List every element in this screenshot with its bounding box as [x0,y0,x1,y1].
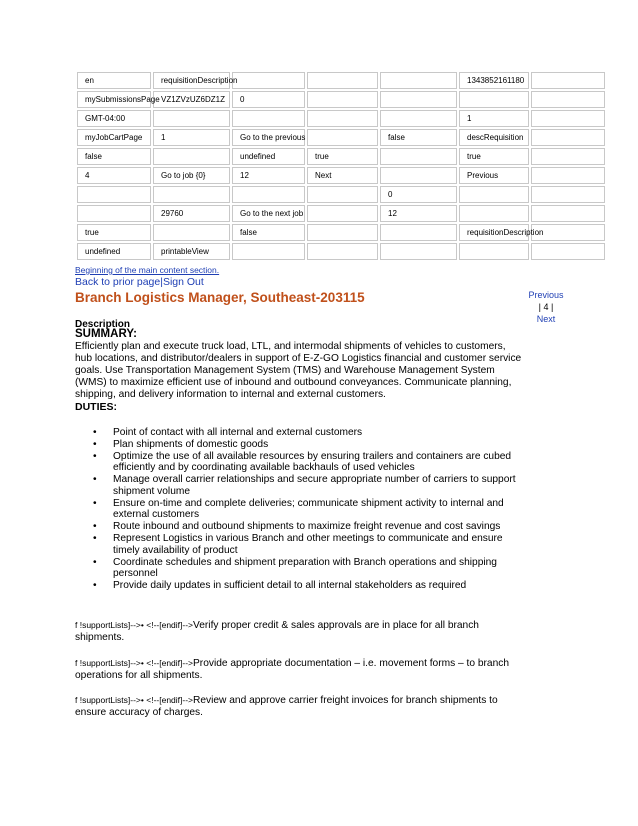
responsibility-paragraph [75,694,530,720]
table-cell [232,243,305,260]
table-cell [459,205,529,222]
current-page-indicator: | 4 | [538,302,554,312]
job-pager [525,289,567,325]
table-cell: 29760 [153,205,230,222]
table-cell: true [77,224,151,241]
table-cell: descRequisition [459,129,529,146]
table-row [77,110,605,127]
table-cell [153,224,230,241]
table-cell [380,243,457,260]
duties-heading: DUTIES: [75,401,117,413]
table-cell [531,91,605,108]
table-cell: en [77,72,151,89]
table-cell: requisitionDescription [153,72,230,89]
duty-item: • Optimize the use of all available resources by ensuring trailers and containers are cubed efficiently and by coordinating available backhauls of used vehicles [113,451,528,474]
summary-heading: SUMMARY: [75,328,137,340]
duty-item: • Represent Logistics in various Branch and other meetings to communicate and ensure timely availability of product [113,533,528,556]
responsibility-paragraph [75,619,530,645]
table-cell [307,243,378,260]
table-row [77,148,605,165]
table-cell: 1 [153,129,230,146]
table-row [77,186,605,203]
table-cell: 4 [77,167,151,184]
table-cell [459,91,529,108]
table-cell: 1 [459,110,529,127]
table-cell [459,186,529,203]
table-cell [307,91,378,108]
table-cell [153,186,230,203]
table-cell [307,110,378,127]
back-to-prior-page-link[interactable]: Back to prior page [75,276,161,288]
summary-text: Efficiently plan and execute truck load, LTL, and intermodal shipments of vehicles to customers, hub locations, and distributor/dealers in support of E-Z-GO Logistics financial and customer service goals. Use Transportation Management System (TMS) and Warehouse Management System (WMS) to maximize efficient use of inbound and outbound conveyances. Communicate planning, shipping, and delivery information to internal and external customers. [75,341,522,401]
table-cell [380,91,457,108]
table-row [77,129,605,146]
table-cell: 1343852161180 [459,72,529,89]
table-cell: mySubmissionsPage [77,91,151,108]
skip-to-content-link[interactable]: Beginning of the main content section. [75,265,220,275]
table-cell [380,148,457,165]
table-cell: false [232,224,305,241]
duty-item: • Ensure on-time and complete deliveries; communicate shipment activity to internal and external customers [113,498,528,521]
previous-job-link[interactable]: Previous [528,290,564,300]
table-cell [307,129,378,146]
table-cell: printableView [153,243,230,260]
link-separator: | [160,276,163,288]
description-label: Description [75,319,131,330]
table-row [77,167,605,184]
table-row [77,243,605,260]
table-cell: Previous [459,167,529,184]
table-cell [307,186,378,203]
table-cell [531,167,605,184]
table-row [77,91,605,108]
table-row [77,72,605,89]
table-cell: 12 [380,205,457,222]
duty-item: • Coordinate schedules and shipment preparation with Branch operations and shipping personnel [113,557,528,580]
sign-out-link[interactable]: Sign Out [162,276,204,288]
job-title: Branch Logistics Manager, Southeast-203115 [75,290,365,305]
conditional-comment-prefix: f !supportLists]-->• <!--[endif]--> [75,620,194,630]
table-cell [307,72,378,89]
table-cell: undefined [232,148,305,165]
table-cell: 0 [380,186,457,203]
table-cell: Go to the previous [232,129,305,146]
table-cell [531,129,605,146]
table-cell: VZ1ZVzUZ6DZ1Z [153,91,230,108]
table-cell [531,243,605,260]
duty-item: • Plan shipments of domestic goods [113,439,528,450]
table-cell [531,72,605,89]
table-cell: 12 [232,167,305,184]
table-cell [380,224,457,241]
table-cell [232,72,305,89]
table-cell: Go to the next job [232,205,305,222]
responsibility-text: Provide appropriate documentation – i.e. movement forms – to branch operations for all shipments. [75,658,509,682]
duty-item: • Point of contact with all internal and external customers [113,427,528,438]
table-row [77,205,605,222]
table-cell: requisitionDescription [459,224,529,241]
table-cell [380,167,457,184]
responsibility-text: Verify proper credit & sales approvals are in place for all branch shipments. [75,620,479,644]
table-cell: true [459,148,529,165]
table-cell: GMT-04:00 [77,110,151,127]
table-cell: Go to job {0} [153,167,230,184]
table-cell [232,186,305,203]
table-cell [307,224,378,241]
table-cell: Next [307,167,378,184]
table-cell: 0 [232,91,305,108]
table-cell [531,205,605,222]
table-cell: myJobCartPage [77,129,151,146]
table-cell [531,186,605,203]
table-cell: false [77,148,151,165]
duty-item: • Route inbound and outbound shipments to maximize freight revenue and cost savings [113,521,528,532]
duty-item: • Provide daily updates in sufficient detail to all internal stakeholders as required [113,580,528,591]
table-cell [307,205,378,222]
table-cell [77,186,151,203]
table-cell [153,110,230,127]
responsibility-paragraph [75,657,530,683]
table-cell [232,110,305,127]
conditional-comment-prefix: f !supportLists]-->• <!--[endif]--> [75,695,194,705]
duties-list [113,427,528,592]
table-cell [153,148,230,165]
back-signout-row [75,276,204,288]
conditional-comment-prefix: f !supportLists]-->• <!--[endif]--> [75,658,194,668]
table-cell [77,205,151,222]
table-cell: false [380,129,457,146]
table-cell: undefined [77,243,151,260]
responsibility-text: Review and approve carrier freight invoices for branch shipments to ensure accuracy of charges. [75,695,498,719]
debug-data-table [75,70,607,262]
table-cell [380,72,457,89]
table-cell [531,148,605,165]
table-cell [459,243,529,260]
table-cell [531,110,605,127]
table-row [77,224,605,241]
table-cell [380,110,457,127]
table-cell: true [307,148,378,165]
duty-item: • Manage overall carrier relationships and secure appropriate number of carriers to support shipment volume [113,474,528,497]
next-job-link[interactable]: Next [536,314,556,324]
